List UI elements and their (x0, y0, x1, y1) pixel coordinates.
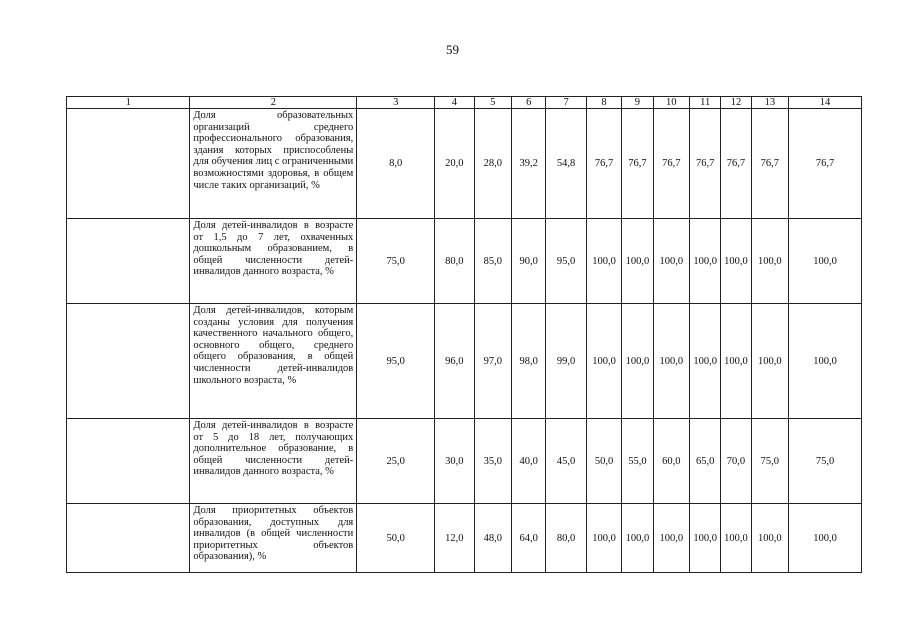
value-cell: 30,0 (435, 419, 474, 504)
value-cell: 100,0 (586, 504, 621, 573)
value-cell: 95,0 (357, 304, 435, 419)
indicator-description: Доля детей-инвалидов в возрасте от 5 до 18 лет, получающих дополнительное образование, в общей численности детей-инвалидов данного возраста, % (190, 419, 357, 504)
value-cell: 35,0 (474, 419, 511, 504)
value-cell: 100,0 (721, 504, 751, 573)
header-row (67, 97, 862, 109)
value-cell: 48,0 (474, 504, 511, 573)
indicator-description: Доля детей-инвалидов, которым созданы условия для получения качественного начального общего, основного общего, среднего общего образования, в общей численности детей-инвалидов школьного возраста, % (190, 304, 357, 419)
table-row (67, 419, 862, 504)
column-header: 13 (751, 97, 788, 109)
value-cell: 50,0 (357, 504, 435, 573)
value-cell: 100,0 (653, 219, 689, 304)
value-cell: 8,0 (357, 109, 435, 219)
value-cell: 40,0 (512, 419, 546, 504)
column-header: 3 (357, 97, 435, 109)
value-cell: 76,7 (751, 109, 788, 219)
indicator-description: Доля приоритетных объектов образования, доступных для инвалидов (в общей численности приоритетных объектов образования), % (190, 504, 357, 573)
value-cell: 76,7 (653, 109, 689, 219)
value-cell: 28,0 (474, 109, 511, 219)
column-header: 12 (721, 97, 751, 109)
value-cell: 100,0 (622, 504, 653, 573)
value-cell: 76,7 (721, 109, 751, 219)
column-header: 8 (586, 97, 621, 109)
value-cell: 99,0 (546, 304, 586, 419)
value-cell: 76,7 (689, 109, 720, 219)
column-header: 9 (622, 97, 653, 109)
column-header: 7 (546, 97, 586, 109)
value-cell: 75,0 (789, 419, 862, 504)
value-cell: 75,0 (357, 219, 435, 304)
value-cell: 12,0 (435, 504, 474, 573)
value-cell: 50,0 (586, 419, 621, 504)
row-number-cell (67, 304, 190, 419)
value-cell: 25,0 (357, 419, 435, 504)
row-number-cell (67, 109, 190, 219)
value-cell: 60,0 (653, 419, 689, 504)
column-header: 5 (474, 97, 511, 109)
value-cell: 80,0 (546, 504, 586, 573)
value-cell: 76,7 (789, 109, 862, 219)
column-header: 1 (67, 97, 190, 109)
row-number-cell (67, 419, 190, 504)
value-cell: 100,0 (622, 304, 653, 419)
value-cell: 96,0 (435, 304, 474, 419)
value-cell: 64,0 (512, 504, 546, 573)
value-cell: 80,0 (435, 219, 474, 304)
column-header: 2 (190, 97, 357, 109)
value-cell: 100,0 (751, 219, 788, 304)
table-row (67, 109, 862, 219)
value-cell: 45,0 (546, 419, 586, 504)
value-cell: 76,7 (622, 109, 653, 219)
value-cell: 100,0 (721, 304, 751, 419)
column-header: 6 (512, 97, 546, 109)
value-cell: 98,0 (512, 304, 546, 419)
value-cell: 90,0 (512, 219, 546, 304)
value-cell: 100,0 (653, 504, 689, 573)
indicator-description: Доля детей-инвалидов в возрасте от 1,5 до 7 лет, охваченных дошкольным образованием, в общей численности детей-инвалидов данного возраста, % (190, 219, 357, 304)
column-header: 4 (435, 97, 474, 109)
value-cell: 55,0 (622, 419, 653, 504)
table-row (67, 219, 862, 304)
column-header: 14 (789, 97, 862, 109)
value-cell: 100,0 (689, 504, 720, 573)
value-cell: 100,0 (689, 304, 720, 419)
value-cell: 70,0 (721, 419, 751, 504)
value-cell: 100,0 (653, 304, 689, 419)
column-header: 11 (689, 97, 720, 109)
value-cell: 100,0 (586, 304, 621, 419)
value-cell: 100,0 (789, 219, 862, 304)
indicator-description: Доля образовательных организаций среднего профессионального образования, здания которых приспособлены для обучения лиц с ограниченными возможностями здоровья, в общем числе таких организаций, % (190, 109, 357, 219)
value-cell: 75,0 (751, 419, 788, 504)
table-row (67, 304, 862, 419)
value-cell: 65,0 (689, 419, 720, 504)
value-cell: 54,8 (546, 109, 586, 219)
value-cell: 100,0 (789, 504, 862, 573)
value-cell: 100,0 (789, 304, 862, 419)
value-cell: 100,0 (622, 219, 653, 304)
column-header: 10 (653, 97, 689, 109)
value-cell: 100,0 (586, 219, 621, 304)
value-cell: 85,0 (474, 219, 511, 304)
value-cell: 39,2 (512, 109, 546, 219)
value-cell: 76,7 (586, 109, 621, 219)
value-cell: 100,0 (721, 219, 751, 304)
value-cell: 95,0 (546, 219, 586, 304)
value-cell: 100,0 (689, 219, 720, 304)
page-number: 59 (446, 42, 459, 57)
value-cell: 100,0 (751, 504, 788, 573)
table-row (67, 504, 862, 573)
value-cell: 100,0 (751, 304, 788, 419)
indicator-table (66, 96, 862, 573)
value-cell: 97,0 (474, 304, 511, 419)
row-number-cell (67, 504, 190, 573)
row-number-cell (67, 219, 190, 304)
value-cell: 20,0 (435, 109, 474, 219)
